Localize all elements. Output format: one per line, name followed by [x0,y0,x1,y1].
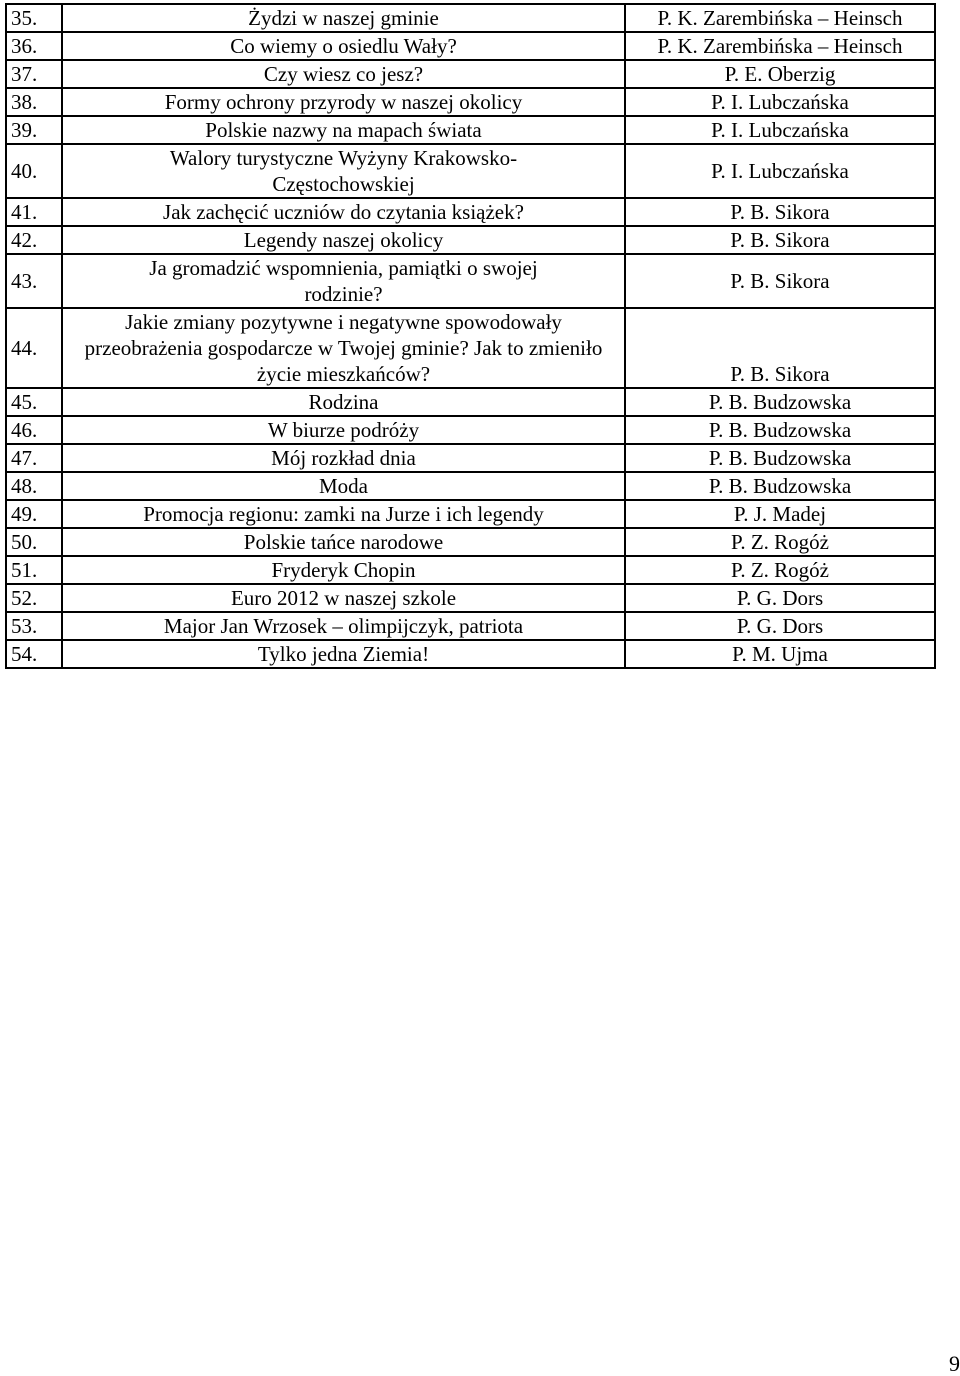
table-row [6,32,935,60]
row-number: 50. [6,528,62,556]
teacher-name: P. G. Dors [625,584,935,612]
table-row [6,88,935,116]
row-number: 40. [6,144,62,198]
table-row [6,556,935,584]
teacher-name: P. B. Sikora [625,198,935,226]
table-row [6,416,935,444]
table-row [6,4,935,32]
teacher-name: P. Z. Rogóż [625,556,935,584]
table-row [6,528,935,556]
table-row [6,444,935,472]
row-number: 53. [6,612,62,640]
teacher-name: P. I. Lubczańska [625,88,935,116]
teacher-name: P. B. Budzowska [625,472,935,500]
topic-title: W biurze podróży [62,416,625,444]
row-number: 52. [6,584,62,612]
table-row [6,116,935,144]
teacher-name: P. E. Oberzig [625,60,935,88]
row-number: 54. [6,640,62,668]
row-number: 51. [6,556,62,584]
teacher-name: P. B. Budzowska [625,416,935,444]
topic-title: Ja gromadzić wspomnienia, pamiątki o swojej rodzinie? [62,254,625,308]
teacher-name: P. I. Lubczańska [625,144,935,198]
topic-title: Rodzina [62,388,625,416]
teacher-name: P. G. Dors [625,612,935,640]
row-number: 48. [6,472,62,500]
table-row [6,144,935,198]
row-number: 39. [6,116,62,144]
row-number: 41. [6,198,62,226]
topic-title: Jakie zmiany pozytywne i negatywne spowodowały przeobrażenia gospodarcze w Twojej gminie? Jak to zmieniło życie mieszkańców? [62,308,625,388]
topic-title: Mój rozkład dnia [62,444,625,472]
topic-title: Legendy naszej okolicy [62,226,625,254]
teacher-name: P. K. Zarembińska – Heinsch [625,4,935,32]
row-number: 46. [6,416,62,444]
topic-title: Moda [62,472,625,500]
topic-title: Major Jan Wrzosek – olimpijczyk, patriota [62,612,625,640]
table-row [6,60,935,88]
table-row [6,254,935,308]
teacher-name: P. Z. Rogóż [625,528,935,556]
table-row [6,388,935,416]
topic-title: Walory turystyczne Wyżyny Krakowsko-Częstochowskiej [62,144,625,198]
topic-title: Polskie tańce narodowe [62,528,625,556]
topic-title: Promocja regionu: zamki na Jurze i ich legendy [62,500,625,528]
row-number: 44. [6,308,62,388]
topic-title: Czy wiesz co jesz? [62,60,625,88]
table-row [6,308,935,388]
table-row [6,198,935,226]
teacher-name: P. B. Budzowska [625,388,935,416]
topic-title: Formy ochrony przyrody w naszej okolicy [62,88,625,116]
topic-title: Żydzi w naszej gminie [62,4,625,32]
topics-table-body [6,4,935,668]
row-number: 37. [6,60,62,88]
row-number: 38. [6,88,62,116]
row-number: 49. [6,500,62,528]
row-number: 45. [6,388,62,416]
teacher-name: P. I. Lubczańska [625,116,935,144]
table-row [6,640,935,668]
table-row [6,472,935,500]
row-number: 35. [6,4,62,32]
teacher-name: P. J. Madej [625,500,935,528]
topic-title: Euro 2012 w naszej szkole [62,584,625,612]
topic-title: Tylko jedna Ziemia! [62,640,625,668]
row-number: 43. [6,254,62,308]
teacher-name: P. K. Zarembińska – Heinsch [625,32,935,60]
topic-title: Co wiemy o osiedlu Wały? [62,32,625,60]
table-row [6,226,935,254]
teacher-name: P. B. Budzowska [625,444,935,472]
page-number: 9 [949,1351,960,1376]
topic-title: Polskie nazwy na mapach świata [62,116,625,144]
teacher-name: P. B. Sikora [625,226,935,254]
row-number: 47. [6,444,62,472]
table-row [6,612,935,640]
teacher-name: P. B. Sikora [625,308,935,388]
teacher-name: P. M. Ujma [625,640,935,668]
table-row [6,500,935,528]
topic-title: Fryderyk Chopin [62,556,625,584]
topic-title: Jak zachęcić uczniów do czytania książek? [62,198,625,226]
row-number: 36. [6,32,62,60]
teacher-name: P. B. Sikora [625,254,935,308]
table-row [6,584,935,612]
row-number: 42. [6,226,62,254]
topics-table [5,3,936,669]
